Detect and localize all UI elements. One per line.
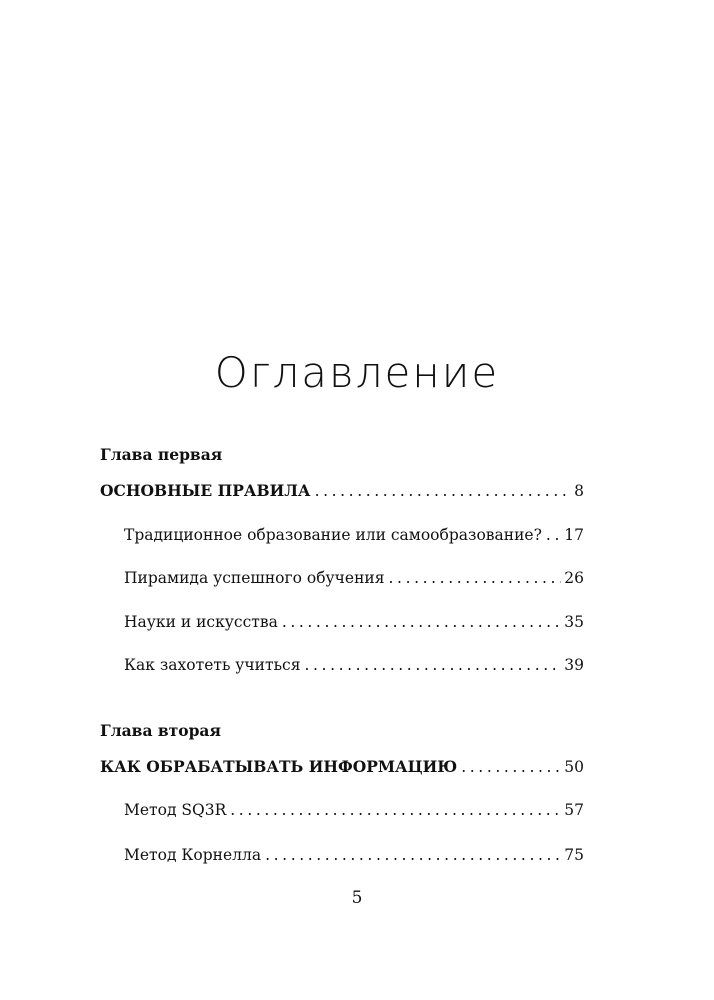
toc-entry[interactable] — [124, 568, 584, 588]
toc-leader — [265, 845, 561, 865]
toc-entry-label: КАК ОБРАБАТЫВАТЬ ИНФОРМАЦИЮ — [100, 757, 458, 776]
toc-entry-label: Метод Корнелла — [124, 846, 262, 864]
toc-entry-chapter-heading[interactable] — [100, 757, 584, 777]
toc-leader — [315, 481, 572, 501]
toc-page-number: 26 — [564, 569, 584, 587]
toc-entry-label: Традиционное образование или самообразование? — [124, 526, 542, 544]
toc-entry[interactable] — [124, 655, 584, 675]
toc-entry-label: ОСНОВНЫЕ ПРАВИЛА — [100, 481, 311, 500]
toc-entry[interactable] — [124, 612, 584, 632]
page-title: Оглавление — [214, 348, 500, 397]
toc-entry-label: Метод SQ3R — [124, 801, 227, 819]
toc-leader — [304, 655, 561, 675]
page-number: 5 — [351, 888, 363, 908]
toc-entry-chapter-heading[interactable] — [100, 481, 584, 501]
toc-page-number: 57 — [564, 801, 584, 819]
toc-entry-label: Пирамида успешного обучения — [124, 569, 385, 587]
chapter-label: Глава первая — [100, 445, 223, 464]
toc-page-number: 75 — [564, 846, 584, 864]
toc-entry[interactable] — [124, 800, 584, 820]
toc-page-number: 35 — [564, 613, 584, 631]
toc-entry[interactable] — [124, 525, 584, 545]
toc-page-number: 17 — [564, 526, 584, 544]
toc-page-number: 50 — [564, 758, 584, 776]
chapter-label: Глава вторая — [100, 721, 221, 740]
toc-leader — [282, 612, 561, 632]
toc-leader — [546, 525, 561, 545]
toc-page-number: 39 — [564, 656, 584, 674]
toc-entry[interactable] — [124, 845, 584, 865]
toc-leader — [389, 568, 562, 588]
toc-entry-label: Науки и искусства — [124, 613, 278, 631]
toc-page-number: 8 — [574, 482, 584, 500]
toc-entry-label: Как захотеть учиться — [124, 656, 301, 674]
toc-leader — [230, 800, 561, 820]
toc-leader — [461, 757, 561, 777]
